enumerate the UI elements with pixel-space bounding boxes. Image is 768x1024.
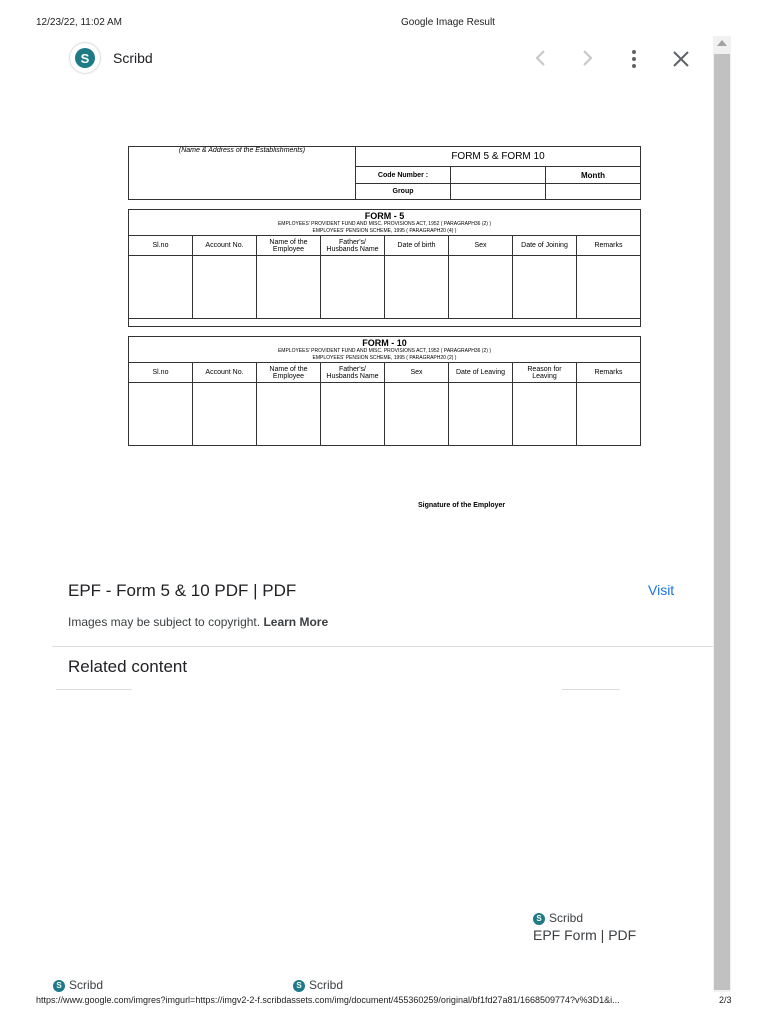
visit-button[interactable]: Visit: [648, 582, 675, 598]
scribd-logo-icon: S: [75, 48, 95, 68]
print-footer-url: https://www.google.com/imgres?imgurl=https://imgv2-2-f.scribdassets.com/img/document/455360259/original/bf1fd27a81/1668509774?v%3D1&i...: [36, 995, 620, 1005]
form5-col-account: Account No.: [193, 236, 257, 256]
related-item-3-source[interactable]: S Scribd: [293, 978, 343, 992]
form10-table: [128, 336, 641, 446]
close-icon[interactable]: [671, 48, 691, 74]
print-page-title: Google Image Result: [401, 17, 495, 28]
document-preview-image[interactable]: [128, 146, 641, 509]
form10-subtitle2: EMPLOYEES' PENSION SCHEME, 1995 ( PARAGRAPH20 (2) ): [312, 355, 457, 361]
related-item-1-title[interactable]: EPF Form | PDF: [533, 927, 637, 943]
copyright-text: Images may be subject to copyright.: [68, 615, 261, 629]
form10-col-sex: Sex: [385, 363, 449, 383]
chevron-left-icon[interactable]: [532, 47, 550, 73]
form5-subtitle1: EMPLOYEES' PROVIDENT FUND AND MISC. PROVISIONS ACT, 1952 ( PARAGRAPH36 (2) ): [277, 221, 492, 227]
source-name[interactable]: Scribd: [113, 50, 153, 66]
form5-col-dob: Date of birth: [385, 236, 449, 256]
form5-col-name: Name of the Employee: [257, 236, 321, 256]
scribd-logo-icon: S: [53, 980, 65, 992]
form-header-table: [128, 146, 641, 200]
form10-col-account: Account No.: [193, 363, 257, 383]
related-item-1-source[interactable]: S Scribd: [533, 911, 583, 925]
result-title[interactable]: EPF - Form 5 & 10 PDF | PDF: [68, 581, 297, 600]
establishment-label: (Name & Address of the Establishments): [129, 147, 356, 200]
form10-empty-row: [129, 383, 641, 446]
copyright-notice: [68, 615, 328, 629]
scrollbar-thumb[interactable]: [714, 54, 730, 990]
form-header-title: FORM 5 & FORM 10: [356, 147, 641, 167]
form10-col-remarks: Remarks: [577, 363, 641, 383]
form5-title: FORM - 5: [364, 211, 405, 221]
form10-col-name: Name of the Employee: [257, 363, 321, 383]
form10-subtitle1: EMPLOYEES' PROVIDENT FUND AND MISC. PROVISIONS ACT, 1952 ( PARAGRAPH36 (2) ): [277, 348, 492, 354]
form10-col-reason: Reason for Leaving: [513, 363, 577, 383]
source-logo[interactable]: [70, 43, 100, 73]
related-heading: Related content: [68, 657, 188, 676]
form5-col-father: Father's/ Husbands Name: [321, 236, 385, 256]
print-datetime: 12/23/22, 11:02 AM: [36, 17, 122, 28]
code-number-value: [451, 167, 546, 183]
scribd-logo-icon: S: [293, 980, 305, 992]
print-page-indicator: 2/3: [719, 995, 732, 1005]
related-card-edge-left: [56, 689, 132, 690]
chevron-right-icon[interactable]: [578, 47, 596, 73]
scroll-up-arrow-icon[interactable]: [717, 40, 727, 46]
group-value: [451, 183, 546, 199]
form5-col-doj: Date of Joining: [513, 236, 577, 256]
month-label: Month: [546, 167, 641, 183]
form5-col-slno: Sl.no: [129, 236, 193, 256]
form5-col-remarks: Remarks: [577, 236, 641, 256]
form5-table: [128, 209, 641, 327]
more-vert-icon[interactable]: [627, 48, 641, 74]
section-divider: [52, 646, 713, 647]
learn-more-link[interactable]: Learn More: [263, 615, 329, 629]
related-card-edge-right: [562, 689, 620, 690]
group-label: Group: [356, 183, 451, 199]
form10-col-slno: Sl.no: [129, 363, 193, 383]
form5-subtitle2: EMPLOYEES' PENSION SCHEME, 1995 ( PARAGRAPH20 (4) ): [312, 228, 457, 234]
signature-label: Signature of the Employer: [418, 502, 506, 509]
form10-title: FORM - 10: [362, 338, 407, 348]
scribd-logo-icon: S: [533, 913, 545, 925]
form10-col-dol: Date of Leaving: [449, 363, 513, 383]
code-number-label: Code Number :: [356, 167, 451, 183]
related-item-2-source[interactable]: S Scribd: [53, 978, 103, 992]
form5-col-sex: Sex: [449, 236, 513, 256]
form10-col-father: Father's/ Husbands Name: [321, 363, 385, 383]
form5-empty-row: [129, 256, 641, 319]
month-value: [546, 183, 641, 199]
